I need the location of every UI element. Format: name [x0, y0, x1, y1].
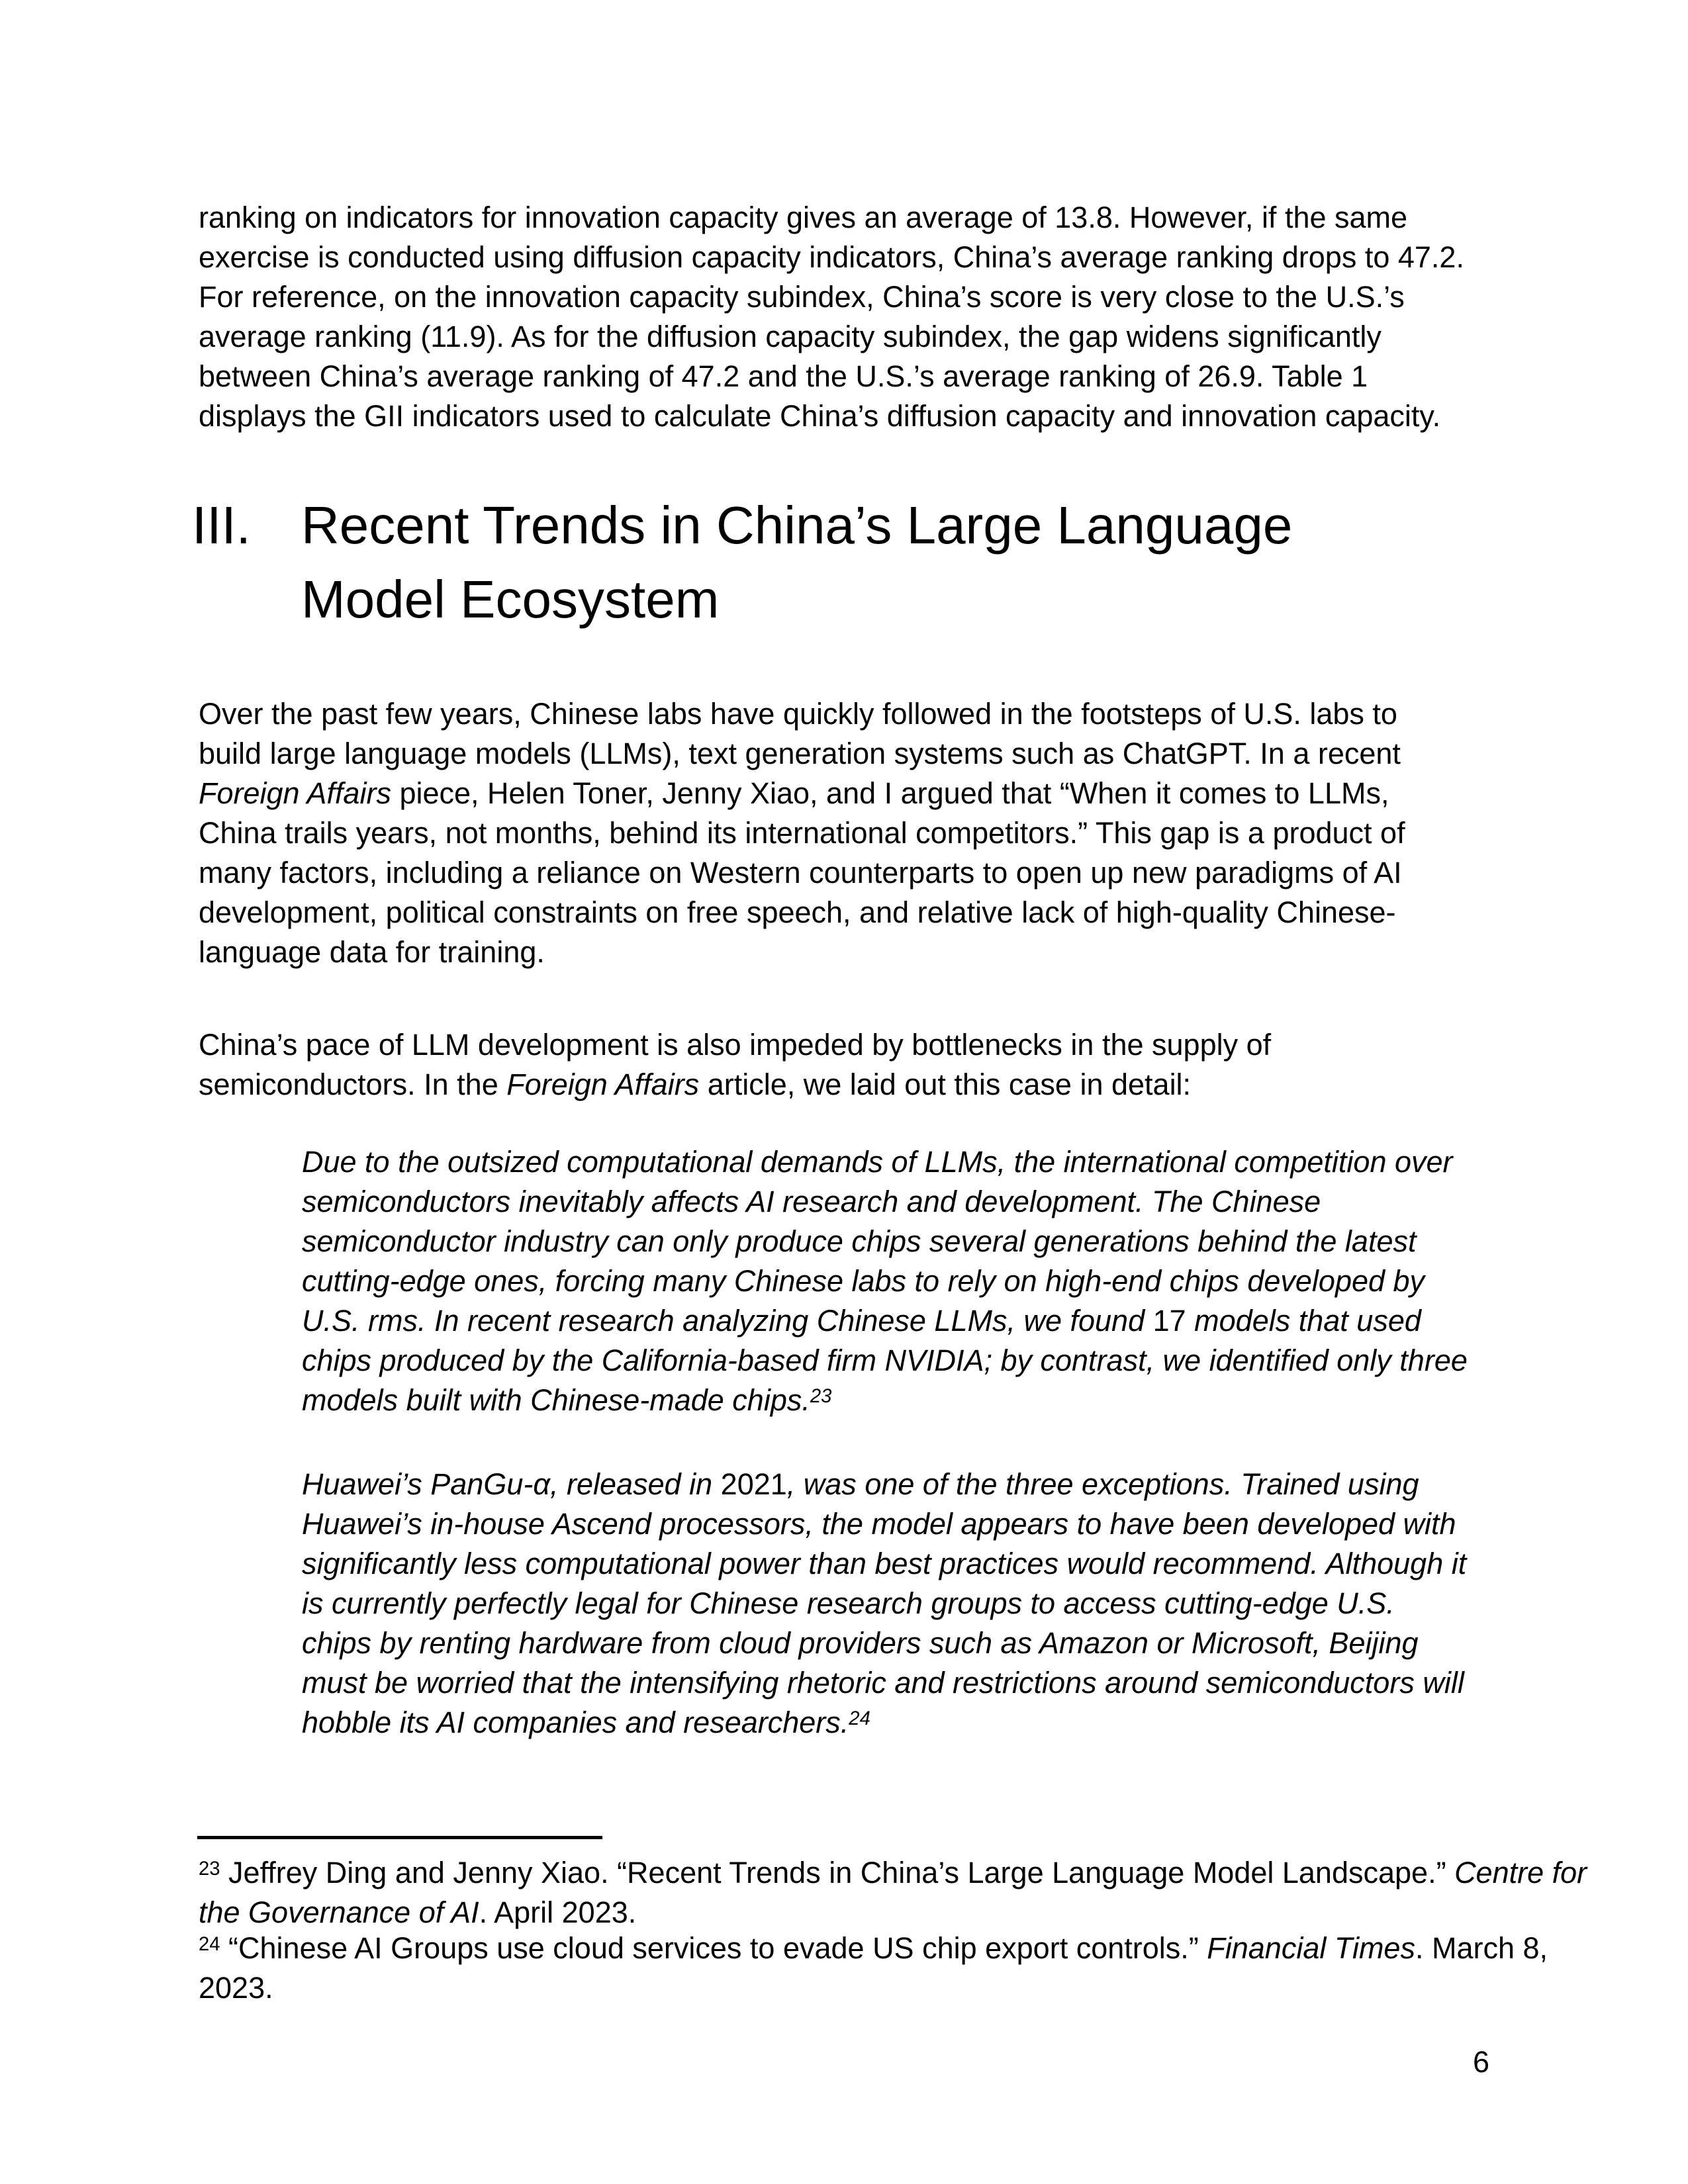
text-segment: . March 8, — [1415, 1931, 1548, 1965]
text-segment: semiconductors. In the — [199, 1068, 507, 1101]
text-segment: models that used — [1186, 1304, 1421, 1338]
text-line — [302, 1584, 1546, 1623]
blockquote-semiconductors — [302, 1142, 1546, 1424]
text-segment: Jeffrey Ding and Jenny Xiao. “Recent Trends in China’s Large Language Model Landscape.” — [220, 1856, 1455, 1889]
text-segment: many factors, including a reliance on Western counterparts to open up new paradigms of AI — [199, 856, 1402, 889]
footnote-marker: 23 — [199, 1858, 220, 1880]
text-segment: average ranking (11.9). As for the diffusion capacity subindex, the gap widens significantly — [199, 320, 1382, 353]
text-segment: For reference, on the innovation capacity subindex, China’s score is very close to the U.S.’s — [199, 280, 1405, 314]
text-segment: Huawei’s PanGu-α, released in — [302, 1467, 721, 1501]
text-line — [199, 277, 1499, 317]
text-line — [199, 317, 1499, 357]
text-line — [199, 893, 1499, 933]
footnote-marker: 23 — [810, 1386, 832, 1408]
text-line — [199, 357, 1499, 396]
text-line — [302, 1222, 1546, 1261]
text-segment: Foreign Affairs — [199, 776, 391, 810]
text-segment: cutting-edge ones, forcing many Chinese labs to rely on high-end chips developed by — [302, 1264, 1425, 1298]
text-line — [301, 563, 1292, 637]
text-segment: Financial Times — [1207, 1931, 1415, 1965]
text-line — [199, 694, 1499, 734]
text-line — [199, 396, 1499, 436]
text-line — [302, 1182, 1546, 1222]
text-segment: 2023. — [199, 1971, 273, 2005]
text-segment: development, political constraints on free speech, and relative lack of high-quality Chinese- — [199, 895, 1396, 929]
footnote-separator-rule — [197, 1836, 602, 1839]
text-line — [302, 1301, 1546, 1341]
text-segment: article, we laid out this case in detail: — [699, 1068, 1192, 1101]
text-line — [199, 1855, 1587, 1895]
text-segment: must be worried that the intensifying rhetoric and restrictions around semiconductors will — [302, 1666, 1464, 1700]
text-segment: , was one of the three exceptions. Trained using — [786, 1467, 1419, 1501]
text-segment: Model Ecosystem — [301, 570, 720, 629]
text-line — [199, 1895, 1499, 1931]
text-segment: chips produced by the California-based firm NVIDIA; by contrast, we identified only three — [302, 1343, 1468, 1377]
text-line — [199, 1931, 1548, 1970]
text-line — [199, 1025, 1499, 1065]
text-segment: U.S. rms. In recent research analyzing Chinese LLMs, we found — [302, 1304, 1153, 1338]
text-segment: 2021 — [720, 1467, 787, 1501]
text-segment: “Chinese AI Groups use cloud services to evade US chip export controls.” — [220, 1931, 1207, 1965]
text-segment: hobble its AI companies and researchers. — [302, 1706, 849, 1739]
text-segment: language data for training. — [199, 935, 545, 969]
text-line — [199, 238, 1499, 277]
text-segment: Huawei’s in-house Ascend processors, the model appears to have been developed with — [302, 1507, 1456, 1541]
text-segment: Over the past few years, Chinese labs have quickly followed in the footsteps of U.S. labs to — [199, 697, 1397, 731]
text-line — [302, 1703, 1546, 1747]
semiconductor-paragraph — [199, 1025, 1499, 1105]
text-line — [199, 933, 1499, 972]
text-segment: significantly less computational power than best practices would recommend. Although it — [302, 1547, 1467, 1580]
section-heading — [192, 488, 1516, 637]
text-line — [302, 1261, 1546, 1301]
text-segment: between China’s average ranking of 47.2 and the U.S.’s average ranking of 26.9. Table 1 — [199, 359, 1368, 393]
text-segment: 17 — [1152, 1304, 1186, 1338]
text-line — [302, 1142, 1546, 1182]
text-segment: piece, Helen Toner, Jenny Xiao, and I argued that “When it comes to LLMs, — [391, 776, 1389, 810]
text-segment: Foreign Affairs — [506, 1068, 700, 1101]
text-segment: is currently perfectly legal for Chinese research groups to access cutting-edge U.S. — [302, 1586, 1395, 1620]
text-segment: semiconductors inevitably affects AI research and development. The Chinese — [302, 1185, 1321, 1218]
text-segment: build large language models (LLMs), text generation systems such as ChatGPT. In a recent — [199, 737, 1401, 770]
text-segment: Due to the outsized computational demands of LLMs, the international competition over — [302, 1145, 1453, 1179]
text-line — [302, 1623, 1546, 1663]
text-line — [302, 1544, 1546, 1584]
text-segment: . April 2023. — [479, 1895, 637, 1929]
text-segment: models built with Chinese-made chips. — [302, 1383, 810, 1417]
text-line — [302, 1504, 1546, 1544]
text-line — [199, 734, 1499, 774]
text-segment: Recent Trends in China’s Large Language — [301, 496, 1293, 555]
llm-overview-paragraph — [199, 694, 1499, 972]
text-line — [302, 1663, 1546, 1703]
text-line — [199, 198, 1499, 238]
text-line — [302, 1465, 1546, 1504]
text-segment: exercise is conducted using diffusion capacity indicators, China’s average ranking drops to 47.2. — [199, 240, 1464, 274]
text-segment: ranking on indicators for innovation capacity gives an average of 13.8. However, if the same — [199, 201, 1408, 234]
text-line — [199, 1970, 1499, 2006]
text-segment: displays the GII indicators used to calculate China’s diffusion capacity and innovation capacity. — [199, 399, 1441, 433]
text-segment: China trails years, not months, behind its international competitors.” This gap is a product of — [199, 816, 1405, 850]
section-number: III. — [192, 496, 251, 555]
page-number: 6 — [1472, 2045, 1489, 2079]
footnote-marker: 24 — [849, 1708, 870, 1730]
text-line — [302, 1381, 1546, 1424]
footnotes — [199, 1855, 1587, 2006]
text-line — [199, 813, 1499, 853]
text-line — [301, 488, 1292, 563]
text-segment: the Governance of AI — [199, 1895, 479, 1929]
text-line — [302, 1341, 1546, 1381]
text-segment: chips by renting hardware from cloud providers such as Amazon or Microsoft, Beijing — [302, 1626, 1419, 1660]
text-line — [199, 1065, 1499, 1105]
section-title — [301, 488, 1292, 637]
intro-paragraph — [199, 198, 1499, 436]
footnote-marker: 24 — [199, 1934, 220, 1956]
text-line — [199, 774, 1499, 813]
text-segment: semiconductor industry can only produce chips several generations behind the latest — [302, 1224, 1417, 1258]
blockquote-pangu — [302, 1465, 1546, 1747]
text-line — [199, 853, 1499, 893]
text-segment: Centre for — [1454, 1856, 1587, 1889]
text-segment: China’s pace of LLM development is also impeded by bottlenecks in the supply of — [199, 1028, 1272, 1062]
